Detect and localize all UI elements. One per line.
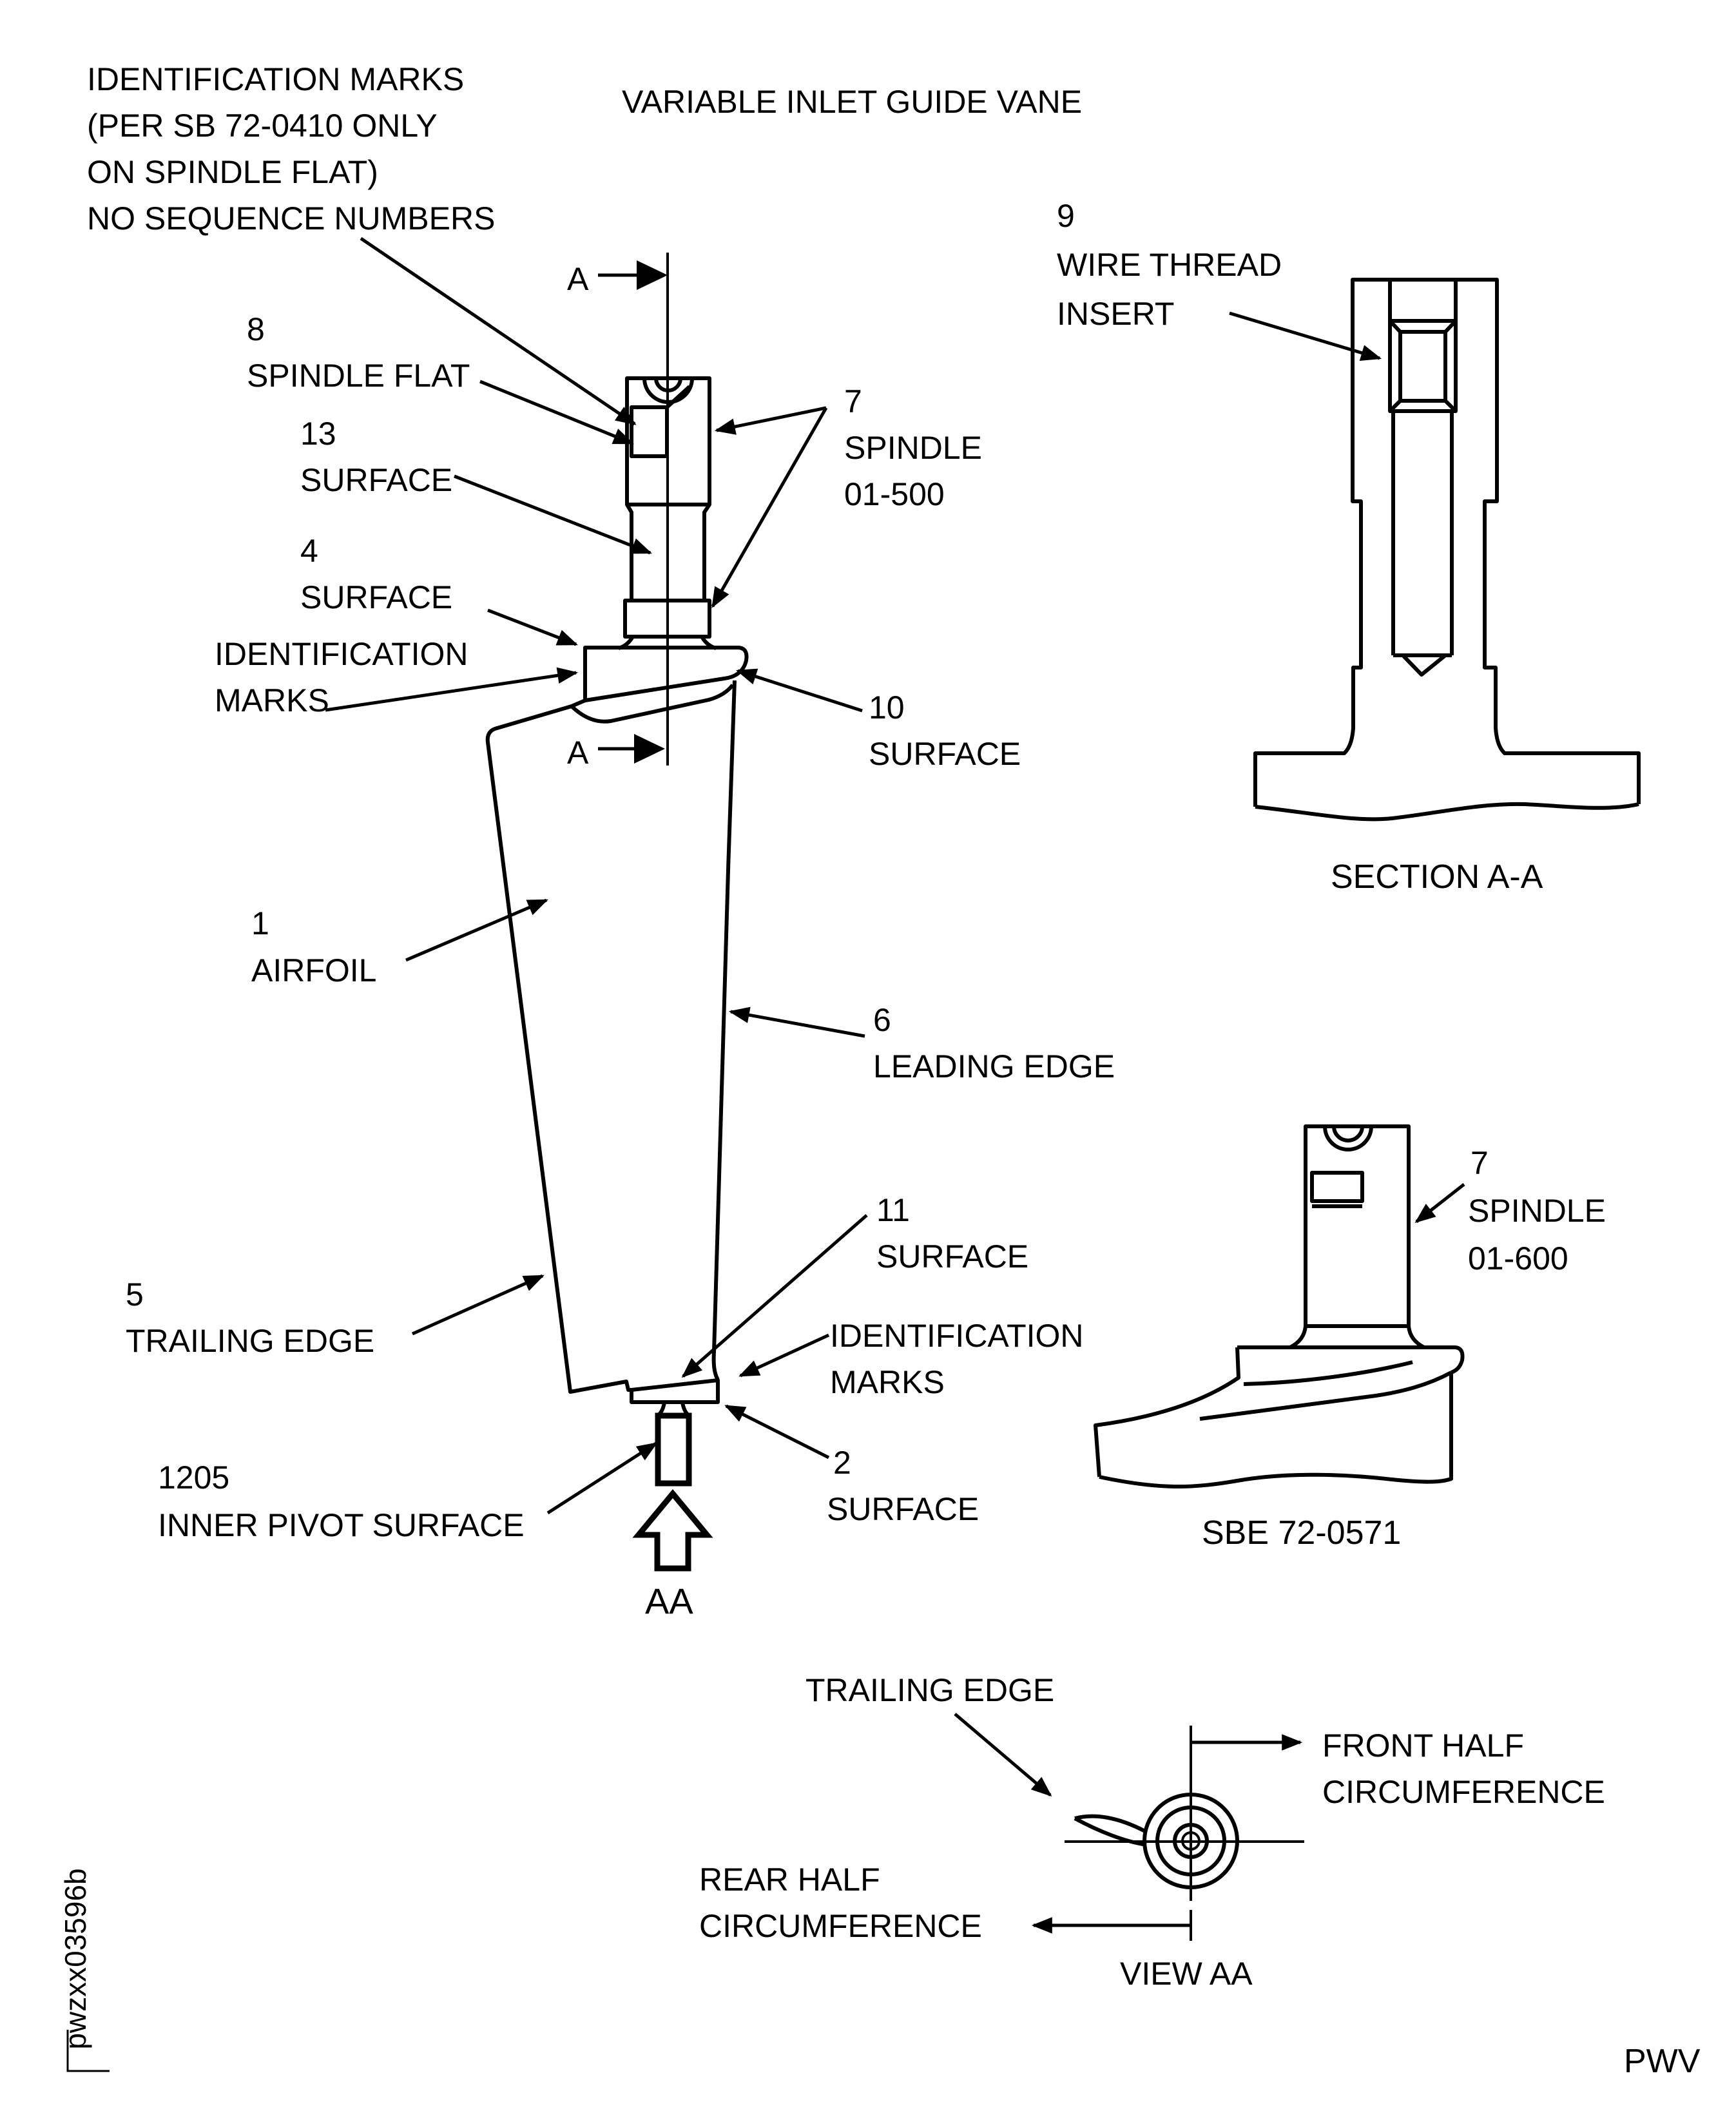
item7a-name: SPINDLE [844,430,982,466]
front-half-line2: CIRCUMFERENCE [1322,1774,1605,1810]
section-cut-arrow-bottom [567,734,665,771]
note-line-3: ON SPINDLE FLAT) [87,154,378,190]
cut-arrowhead-top [637,260,668,290]
sbe-caption: SBE 72-0571 [1202,1514,1402,1552]
viewaa-trailing-edge-label: TRAILING EDGE [805,1672,1055,1708]
lower-platform-drawing [632,1380,718,1483]
view-aa-direction-arrow [639,1494,707,1621]
item10-number: 10 [869,689,905,726]
upper-platform-drawing [572,648,747,722]
leader-spindle-flat [480,381,632,443]
sbe-spindle-flat [1312,1173,1362,1206]
item6-number: 6 [873,1002,891,1038]
viewaa-caption: VIEW AA [1120,1956,1253,1992]
section-break-line [1255,804,1639,820]
item7a-part: 01-500 [844,476,945,512]
idmarks-lower-line1: IDENTIFICATION [830,1318,1084,1354]
item4-name: SURFACE [300,579,453,615]
item8-name: SPINDLE FLAT [247,358,470,394]
item2-name: SURFACE [827,1491,979,1527]
leader-viewaa-trailing-edge [955,1714,1050,1795]
airfoil-trailing-side [488,700,632,1392]
item1205-number: 1205 [158,1459,230,1496]
leader-leading-edge [731,1012,865,1036]
leader-surface-13 [454,476,650,553]
leader-spindle-01-600 [1416,1184,1464,1222]
brand-mark: PWV [1624,2043,1701,2080]
item1-number: 1 [251,905,269,941]
item1205-name: INNER PIVOT SURFACE [158,1507,525,1543]
sbe-base-flare [1290,1326,1424,1347]
sbe-left-contour [1095,1347,1239,1477]
item6-name: LEADING EDGE [873,1048,1115,1084]
cut-letter-bottom: A [567,735,589,771]
main-vane-view [126,238,1115,1621]
sbe-spindle-block [1306,1126,1409,1326]
sbe-fillet-contour [1244,1362,1413,1384]
sbe-platform-top [1237,1347,1463,1372]
item8-number: 8 [247,311,265,347]
note-line-2: (PER SB 72-0410 ONLY [87,108,438,144]
leader-surface-4 [488,610,576,644]
wire-insert-inner [1400,332,1445,401]
leader-surface-2 [726,1406,829,1458]
item7b-number: 7 [1471,1145,1489,1181]
page-title: VARIABLE INLET GUIDE VANE [622,84,1083,120]
lower-platform-outline [632,1380,718,1402]
leader-wire-insert [1230,313,1380,358]
footer [59,1868,1701,2080]
item4-number: 4 [300,533,318,569]
leader-inner-pivot [548,1443,656,1513]
section-aa-view [1057,198,1639,896]
item7b-part: 01-600 [1468,1240,1568,1276]
item10-name: SURFACE [869,736,1021,772]
note-block [87,61,495,236]
spindle-flat-face [632,407,667,456]
item5-number: 5 [126,1276,144,1313]
threaded-hole [1393,411,1452,675]
idmarks-lower-line2: MARKS [830,1364,945,1400]
item9-line2: INSERT [1057,296,1175,332]
item13-number: 13 [300,416,336,452]
leader-surface-10 [738,671,862,711]
item11-number: 11 [876,1192,910,1228]
sbe-view [1095,1126,1606,1552]
item11-name: SURFACE [876,1238,1029,1275]
item9-line1: WIRE THREAD [1057,247,1282,283]
leader-airfoil [406,900,546,960]
cut-letter-top: A [567,261,589,297]
leader-trailing-edge [412,1276,543,1334]
front-half-line1: FRONT HALF [1322,1728,1524,1764]
leader-idmarks-upper [325,673,576,710]
section-caption: SECTION A-A [1331,858,1543,896]
note-line-4: NO SEQUENCE NUMBERS [87,200,496,236]
idmarks-upper-line1: IDENTIFICATION [215,636,468,672]
section-bore-opening [1390,280,1456,321]
item7b-name: SPINDLE [1468,1193,1606,1229]
aa-arrow-label: AA [645,1581,693,1621]
idmarks-upper-line2: MARKS [215,682,329,718]
airfoil-leading-side [714,680,735,1380]
view-aa [699,1672,1605,1992]
leader-spindle7-upper [717,408,826,430]
item1-name: AIRFOIL [251,952,377,988]
leader-spindle7-lower [713,408,826,606]
doc-number: pwzxx03596b [59,1868,92,2050]
item7a-number: 7 [844,383,862,419]
cut-arrowhead-bottom [634,734,665,764]
rear-half-line1: REAR HALF [699,1862,880,1898]
item9-number: 9 [1057,198,1075,234]
item13-name: SURFACE [300,462,453,498]
section-cut-arrow-top [567,260,668,297]
sbe-spindle-notch [1325,1126,1371,1150]
inner-pivot-pin [658,1416,689,1483]
note-line-1: IDENTIFICATION MARKS [87,61,465,97]
rear-half-line2: CIRCUMFERENCE [699,1908,982,1944]
aa-open-arrow [639,1494,707,1568]
item2-number: 2 [833,1445,851,1481]
leader-idmarks-lower [740,1335,829,1376]
item5-name: TRAILING EDGE [126,1323,375,1359]
leader-note [361,238,635,424]
